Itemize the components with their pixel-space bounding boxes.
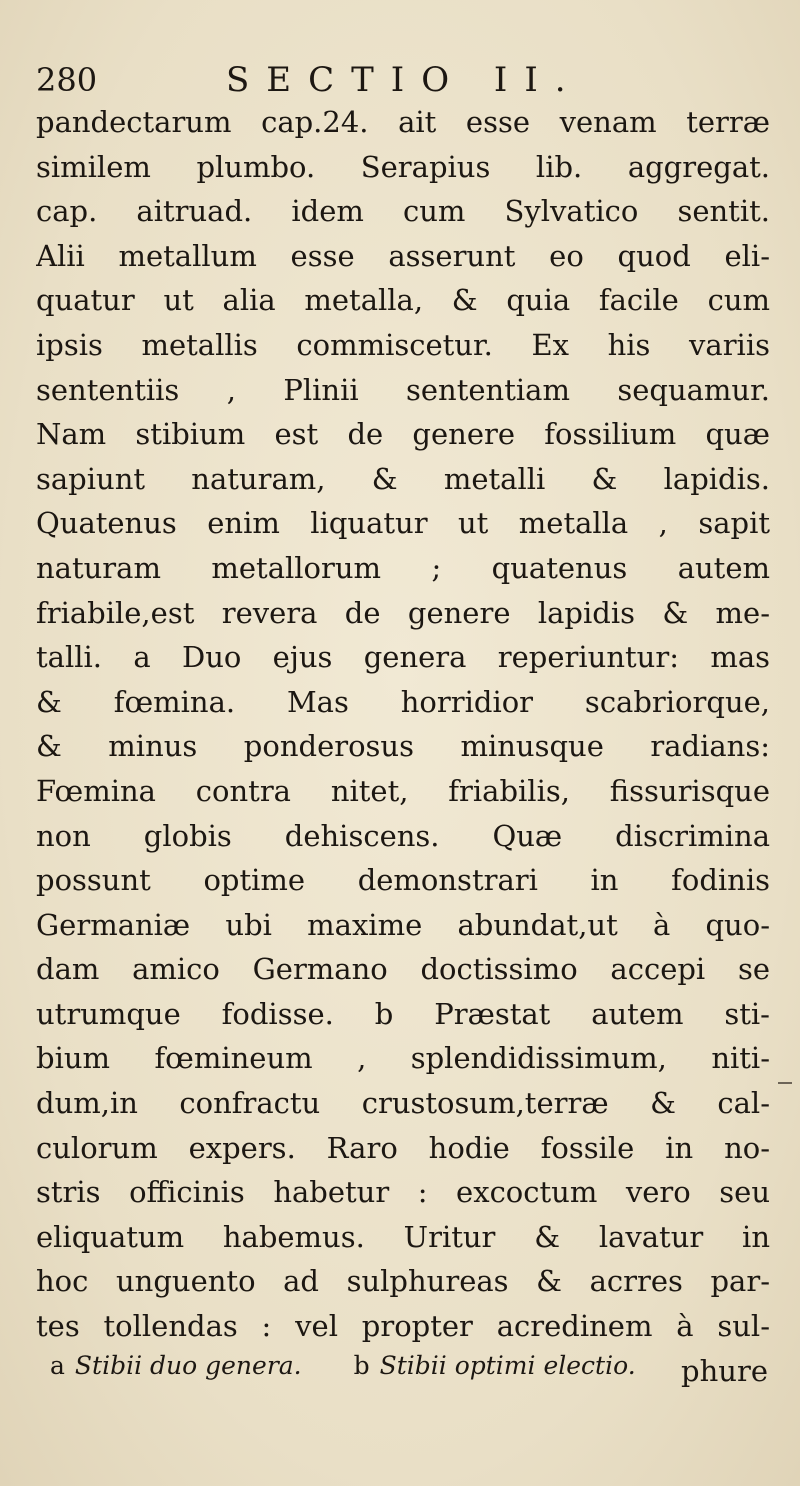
page-number: 280 <box>36 61 98 99</box>
text-line: pandectarum cap.24. ait esse venam terræ <box>36 105 770 139</box>
running-head: SECTIO II. <box>226 60 583 100</box>
text-line: quatur ut alia metalla, & quia facile cum <box>36 283 770 318</box>
text-line: utrumque fodisse. b Præstat autem sti- <box>36 996 770 1031</box>
text-line: bium fœmineum , splendidissimum, niti- <box>36 1041 770 1076</box>
catchword: phure <box>681 1353 768 1388</box>
text-line: ipsis metallis commiscetur. Ex his variis <box>36 327 770 362</box>
text-line: culorum expers. Raro hodie fossile in no- <box>36 1130 770 1165</box>
text-line: & fœmina. Mas horridior scabriorque, <box>36 684 770 719</box>
text-line: naturam metallorum ; quatenus autem <box>36 550 770 585</box>
text-line: Alii metallum esse asserunt eo quod eli- <box>36 238 770 273</box>
note-text: Stibii duo genera. <box>74 1351 302 1380</box>
marginal-note-b <box>354 1351 636 1380</box>
note-text: Stibii optimi electio. <box>379 1351 636 1380</box>
margin-mark <box>778 1082 792 1084</box>
text-line: eliquatum habemus. Uritur & lavatur in <box>36 1219 770 1254</box>
text-line: sapiunt naturam, & metalli & lapidis. <box>36 461 770 496</box>
text-line: talli. a Duo ejus genera reperiuntur: mas <box>36 640 770 675</box>
note-mark: b <box>353 1351 370 1380</box>
text-line: Fœmina contra nitet, friabilis, fissurisque <box>36 773 770 808</box>
text-line: non globis dehiscens. Quæ discrimina <box>36 818 770 853</box>
marginal-notes <box>50 1346 750 1386</box>
marginal-note-a <box>50 1351 310 1380</box>
text-line: sententiis , Plinii sententiam sequamur. <box>36 372 770 407</box>
text-line: Nam stibium est de genere fossilium quæ <box>36 417 770 452</box>
body-text <box>36 100 770 1393</box>
text-line: tes tollendas : vel propter acredinem à sul- <box>36 1309 770 1344</box>
text-line: hoc unguento ad sulphureas & acrres par- <box>36 1264 770 1299</box>
text-line: Germaniæ ubi maxime abundat,ut à quo- <box>36 907 770 942</box>
text-line: friabile,est revera de genere lapidis & me- <box>36 595 770 630</box>
note-mark: a <box>50 1351 65 1380</box>
text-line: possunt optime demonstrari in fodinis <box>36 863 770 898</box>
text-line: Quatenus enim liquatur ut metalla , sapit <box>36 506 770 541</box>
text-line: cap. aitruad. idem cum Sylvatico sentit. <box>36 194 770 229</box>
text-line: & minus ponderosus minusque radians: <box>36 729 770 764</box>
text-line: similem plumbo. Serapius lib. aggregat. <box>36 149 770 184</box>
text-line: dam amico Germano doctissimo accepi se <box>36 952 770 987</box>
text-line: dum,in confractu crustosum,terræ & cal- <box>36 1086 770 1121</box>
page-header <box>36 56 766 104</box>
text-line: stris officinis habetur : excoctum vero seu <box>36 1175 770 1210</box>
